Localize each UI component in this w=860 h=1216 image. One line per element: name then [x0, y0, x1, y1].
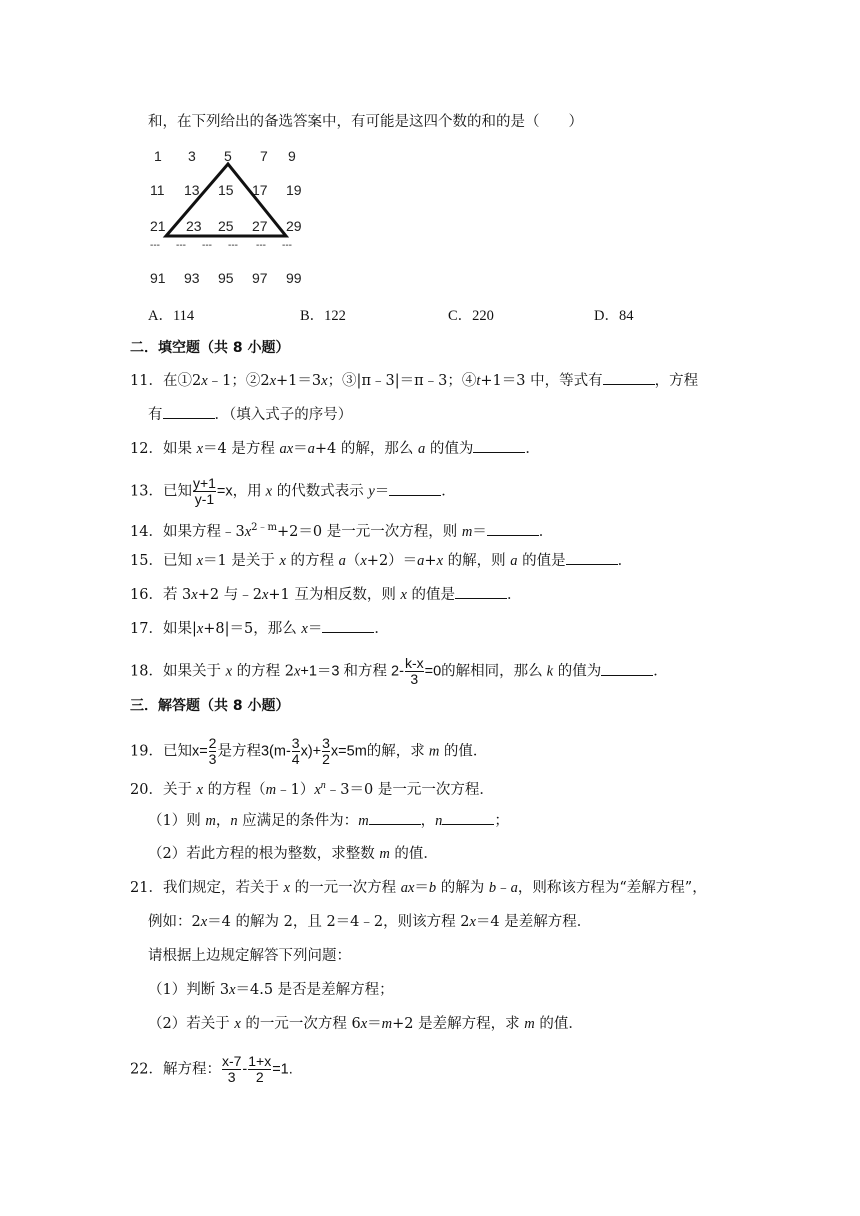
question-17: 17．如果|x+8|＝5，那么 x＝ ． [130, 618, 389, 639]
question-21-example: 例如：2x＝4 的解为 2，且 2＝4﹣2，则该方程 2x＝4 是差解方程． [148, 914, 592, 930]
triangle-outline-icon [148, 142, 318, 292]
answer-blank[interactable] [442, 810, 494, 825]
section-heading-solve: 三．解答题（共 8 小题） [130, 698, 290, 714]
fraction: $\frac{1+x}{2}$ [248, 1053, 272, 1085]
fraction: $\frac{3}{4}$ [291, 735, 300, 767]
grid-cell: 29 [286, 218, 302, 234]
answer-blank[interactable] [487, 521, 539, 536]
option-d: D．84 [594, 308, 634, 324]
grid-ellipsis: --- [150, 240, 160, 251]
question-21-part-2: （2）若关于 x 的一元一次方程 6x＝m+2 是差解方程，求 m 的值． [148, 1016, 583, 1032]
question-12: 12．如果 x＝4 是方程 ax＝a+4 的解，那么 a 的值为 ． [130, 438, 540, 459]
answer-blank[interactable] [566, 550, 618, 565]
grid-cell: 11 [150, 182, 165, 198]
fraction: $\frac{k-x}{3}$ [404, 655, 424, 687]
question-22: 22．解方程： $\frac{x-7}{3}$ - $\frac{1+x}{2}$ =1. [130, 1053, 293, 1085]
answer-blank[interactable] [603, 370, 655, 385]
question-15: 15．已知 x＝1 是关于 x 的方程 a（x+2）＝a+x 的解，则 a 的值是 ． [130, 550, 632, 571]
grid-cell: 3 [188, 148, 196, 164]
grid-cell: 23 [186, 218, 202, 234]
answer-blank[interactable] [455, 584, 507, 599]
answer-blank[interactable] [389, 481, 441, 496]
question-21: 21．我们规定，若关于 x 的一元一次方程 ax＝b 的解为 b﹣a，则称该方程为“差解方程”， [130, 880, 707, 896]
grid-cell: 97 [252, 270, 268, 286]
grid-cell: 13 [184, 182, 200, 198]
fraction: $\frac{x-7}{3}$ [221, 1053, 242, 1085]
grid-cell: 95 [218, 270, 234, 286]
grid-cell: 19 [286, 182, 302, 198]
question-18: 18．如果关于 x 的方程 2x+1＝3 和方程 2- $\frac{k-x}{3}$ =0的解相同，那么 k 的值为 ． [130, 655, 668, 687]
answer-blank[interactable] [473, 438, 525, 453]
grid-cell: 25 [218, 218, 234, 234]
answer-blank[interactable] [322, 618, 374, 633]
option-a: A．114 [148, 308, 195, 324]
grid-cell: 9 [288, 148, 296, 164]
option-c: C．220 [448, 308, 494, 324]
fraction: $\frac{3}{2}$ [322, 735, 330, 767]
grid-cell: 17 [252, 182, 268, 198]
question-20: 20．关于 x 的方程$(m﹣1)x^n﹣3=0$ 是一元一次方程． [130, 780, 494, 798]
grid-ellipsis: --- [202, 240, 212, 251]
question-21-instruction: 请根据上边规定解答下列问题： [148, 948, 351, 964]
question-19: 19．已知x= $\frac{2}{3}$ 是方程3(m- $\frac{3}{4}$ x)+ $\frac{3}{2}$ x=5m的解，求 m 的值． [130, 735, 488, 767]
section-heading-fill-in: 二．填空题（共 8 小题） [130, 340, 290, 356]
grid-cell: 99 [286, 270, 302, 286]
question-21-part-1: （1）判断 3x＝4.5 是否是差解方程； [148, 982, 394, 998]
question-11-line-2: 有 ．（填入式子的序号） [148, 404, 352, 425]
grid-cell: 21 [150, 218, 166, 234]
question-20-part-2: （2）若此方程的根为整数，求整数 m 的值． [148, 846, 438, 862]
answer-blank[interactable] [369, 810, 421, 825]
answer-blank[interactable] [601, 661, 653, 676]
question-10-continuation: 和，在下列给出的备选答案中，有可能是这四个数的和的是（ ） [148, 114, 583, 130]
option-b: B．122 [300, 308, 346, 324]
grid-ellipsis: --- [282, 240, 292, 251]
question-13: 13．已知 $\frac{y+1}{y-1}$ =x，用 x 的代数式表示 y＝ ． [130, 475, 456, 507]
question-16: 16．若 3x+2 与﹣2x+1 互为相反数，则 x 的值是 ． [130, 584, 522, 605]
number-grid-figure [148, 142, 318, 292]
grid-cell: 27 [252, 218, 268, 234]
grid-cell: 5 [224, 148, 232, 164]
grid-cell: 15 [218, 182, 234, 198]
grid-cell: 7 [260, 148, 268, 164]
grid-cell: 1 [154, 148, 162, 164]
grid-cell: 91 [150, 270, 166, 286]
question-11: 11．在①2x﹣1；②2x+1＝3x；③|π﹣3|＝π﹣3；④t+1＝3 中，等式有 ，方程 [130, 370, 698, 391]
question-14: 14．如果方程$﹣3x^{2﹣m}+2=0$ 是一元一次方程，则 m＝ ． [130, 522, 554, 540]
fraction: $\frac{2}{3}$ [208, 735, 217, 767]
answer-blank[interactable] [163, 404, 215, 419]
grid-ellipsis: --- [228, 240, 238, 251]
question-20-part-1: （1）则 m，n 应满足的条件为：m ，n ； [148, 810, 509, 831]
grid-cell: 93 [184, 270, 200, 286]
grid-ellipsis: --- [176, 240, 186, 251]
fraction: $\frac{y+1}{y-1}$ [192, 475, 216, 507]
grid-ellipsis: --- [256, 240, 266, 251]
